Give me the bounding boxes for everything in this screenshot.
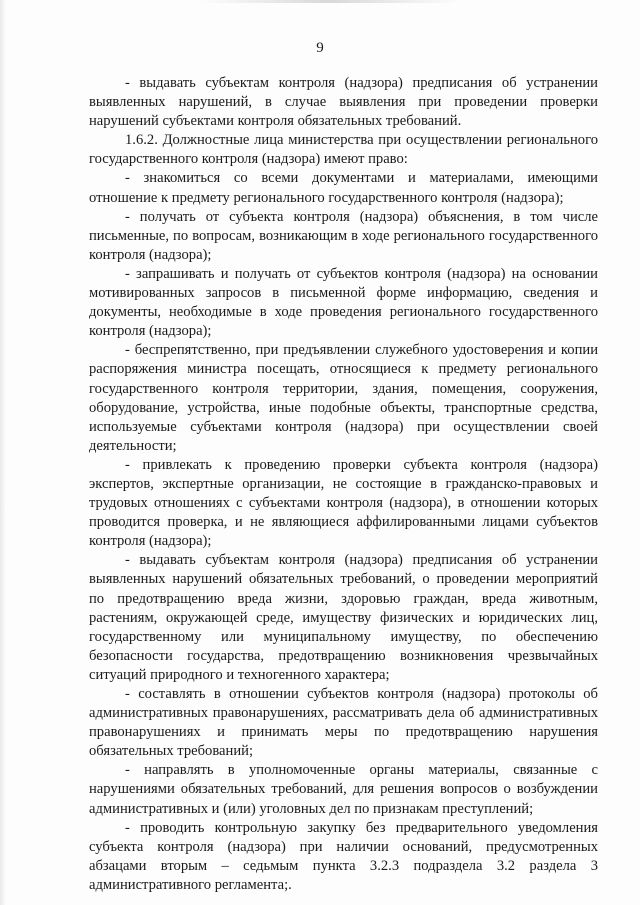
paragraph: - привлекать к проведению проверки субъекта контроля (надзора) экспертов, экспертные организации, не состоящие в гражданско-правовых и трудовых отношениях с субъектами контроля (надзора), в отношении которых проводится проверка, и не являющиеся аффилированными лицами субъектов контроля (надзора); xyxy=(89,456,598,550)
page-number: 9 xyxy=(316,40,324,56)
paragraph: 1.6.2. Должностные лица министерства при осуществлении регионального государственного контроля (надзора) имеют право: xyxy=(89,132,598,168)
paragraph: - беспрепятственно, при предъявлении служебного удостоверения и копии распоряжения министра посещать, относящиеся к предмету регионального государственного контроля территории, здания, помещения, сооружения, оборудование, устройства, иные подобные объекты, транспортные средства, используемые субъектами контроля (надзора) при осуществлении своей деятельности; xyxy=(89,342,598,454)
paragraph: - составлять в отношении субъектов контроля (надзора) протоколы об административных правонарушениях, рассматривать дела об административных правонарушениях и принимать меры по предотвращению нарушения обязательных требований; xyxy=(89,686,598,760)
document-body xyxy=(89,74,598,895)
paragraph: - получать от субъекта контроля (надзора) объяснения, в том числе письменные, по вопросам, возникающим в ходе регионального государственного контроля (надзора); xyxy=(89,208,598,263)
scan-top-mark xyxy=(200,0,460,3)
paragraph: - выдавать субъектам контроля (надзора) предписания об устранении выявленных нарушений, в случае выявления при проведении проверки нарушений субъектами контроля обязательных требований. xyxy=(89,75,598,130)
paragraph: - проводить контрольную закупку без предварительного уведомления субъекта контроля (надзора) при наличии оснований, предусмотренных абзацами вторым – седьмым пункта 3.2.3 подраздела 3.2 раздела 3 административного регламента;. xyxy=(89,819,598,893)
paragraph: - знакомиться со всеми документами и материалами, имеющими отношение к предмету регионального государственного контроля (надзора); xyxy=(89,170,598,206)
scan-edge-shadow xyxy=(0,0,6,905)
paragraph: - выдавать субъектам контроля (надзора) предписания об устранении выявленных нарушений обязательных требований, о проведении мероприятий по предотвращению вреда жизни, здоровью граждан, вреда животным, растениям, окружающей среде, имуществу физических и юридических лиц, государственному или муниципальному имуществу, по обеспечению безопасности государства, предотвращению возникновения чрезвычайных ситуаций природного и техногенного характера; xyxy=(89,552,598,683)
paragraph: - направлять в уполномоченные органы материалы, связанные с нарушениями обязательных требований, для решения вопросов о возбуждении административных и (или) уголовных дел по признакам преступлений; xyxy=(89,762,598,817)
paragraph: - запрашивать и получать от субъектов контроля (надзора) на основании мотивированных запросов в письменной форме информацию, сведения и документы, необходимые в ходе проведения регионального государственного контроля (надзора); xyxy=(89,265,598,340)
